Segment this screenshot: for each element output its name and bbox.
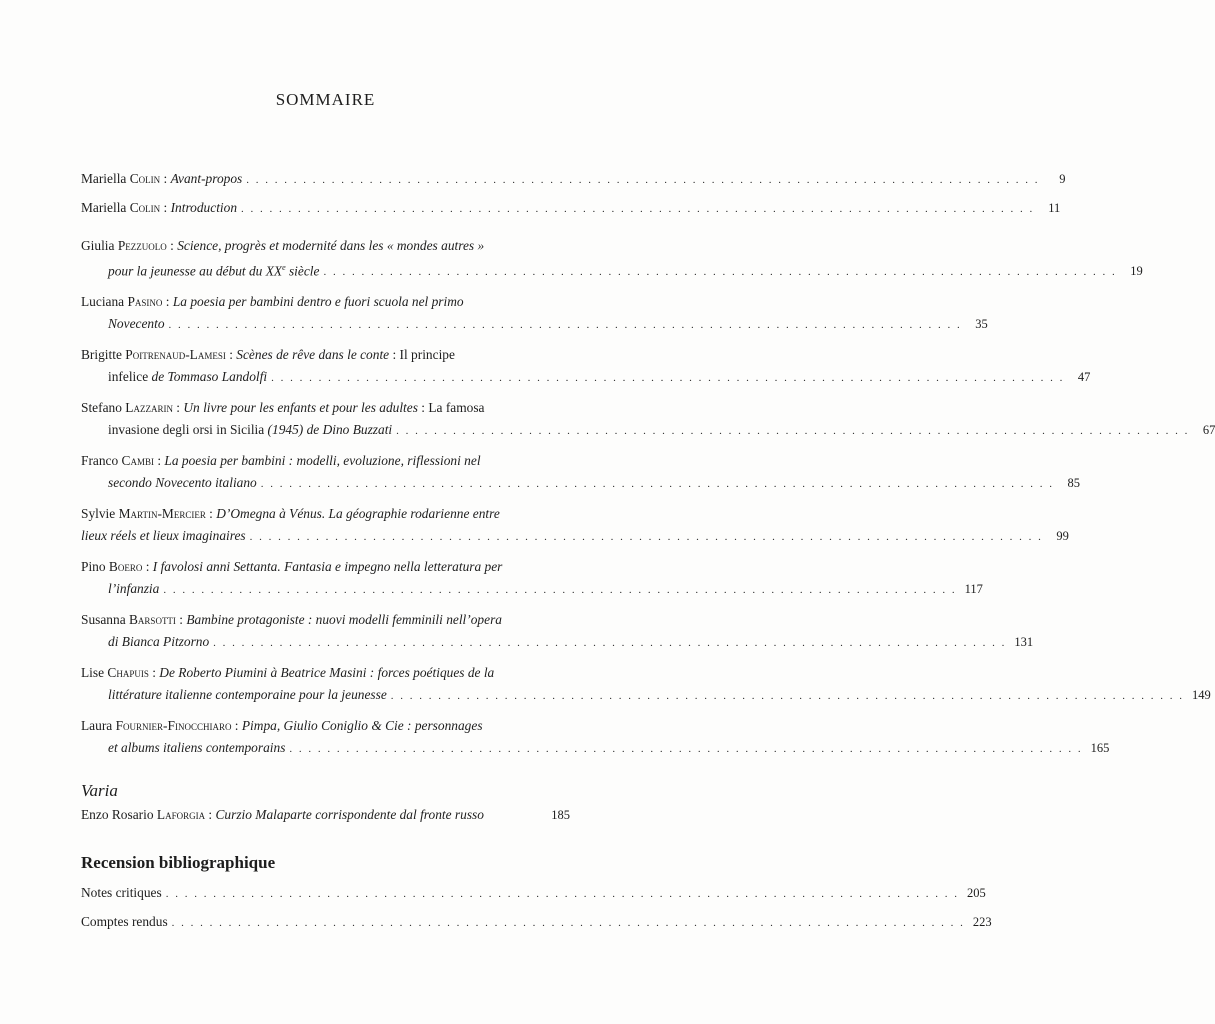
page-number: 165 <box>1090 741 1110 756</box>
article-title-line1: D’Omegna à Vénus. La géographie rodarienne entre <box>216 506 500 522</box>
page-number: 185 <box>551 808 570 823</box>
article-title-line1: La poesia per bambini dentro e fuori scuola nel primo <box>172 294 464 310</box>
author-first-name: Stefano <box>81 400 122 416</box>
dot-leader: . . . . . . . . . . . . . . . . . . . . . . . . . . . . . . . . . . . . . . . . . . . . . . . . . . . . . . . . . . . . . . . . . . . . . . . . . . . . . . . . . . . . <box>396 425 1190 438</box>
dot-leader: . . . . . . . . . . . . . . . . . . . . . . . . . . . . . . . . . . . . . . . . . . . . . . . . . . . . . . . . . . . . . . . . . . . . . . . . . . . . . . . . . . . . <box>241 203 1035 215</box>
page-number: 85 <box>1067 476 1080 491</box>
toc-entry[interactable]: Luciana Pasino : La poesia per bambini dentro e fuori scuola nel primo Novecento . . . . . . . . . . . . . . . . . . . . . . . . . . . . . . . . . . . . . . . . . . . . . . . . . . . . . . . . . . . . . . . . . . . . . . . . . . . . . . . . . . . . 35 <box>81 291 570 336</box>
toc-entry[interactable]: Mariella Colin : Introduction . . . . . . . . . . . . . . . . . . . . . . . . . . . . . . . . . . . . . . . . . . . . . . . . . . . . . . . . . . . . . . . . . . . . . . . . . . . . . . . . . . . . 11 <box>81 197 570 220</box>
recension-heading: Recension bibliographique <box>81 853 276 873</box>
article-title-line1: De Roberto Piumini à Beatrice Masini : forces poétiques de la <box>159 665 495 681</box>
author-last-name: Fournier-Finocchiaro <box>115 718 232 734</box>
article-title-line2: (1945) de Dino Buzzati <box>264 422 393 438</box>
author-first-name: Franco <box>81 453 119 469</box>
page-number: 47 <box>1077 370 1091 385</box>
article-title-line2: di Bianca Pitzorno <box>108 634 210 650</box>
dot-leader: . . . . . . . . . . . . . . . . . . . . . . . . . . . . . . . . . . . . . . . . . . . . . . . . . . . . . . . . . . . . . . . . . . . . . . . . . . . . . . . . . . . . <box>249 531 1043 544</box>
page-number: 19 <box>1130 264 1143 279</box>
toc-entry[interactable]: Giulia Pezzuolo : Science, progrès et modernité dans les « mondes autres » pour la jeunesse au début du XXe siècle . . . . . . . . . . . . . . . . . . . . . . . . . . . . . . . . . . . . . . . . . . . . . . . . . . . . . . . . . . . . . . . . . . . . . . . . . . . . . . . . . . . . 19 <box>81 235 570 283</box>
author-last-name: Pasino <box>127 294 163 310</box>
dot-leader: . . . . . . . . . . . . . . . . . . . . . . . . . . . . . . . . . . . . . . . . . . . . . . . . . . . . . . . . . . . . . . . . . . . . . . . . . . . . . . . . . . . . <box>390 690 1185 703</box>
article-title-line1: Bambine protagoniste : nuovi modelli femminili nell’opera <box>186 612 502 628</box>
dot-leader: . . . . . . . . . . . . . . . . . . . . . . . . . . . . . . . . . . . . . . . . . . . . . . . . . . . . . . . . . . . . . . . . . . . . . . . . . . . . . . . . . . . . <box>171 917 965 930</box>
varia-heading: Varia <box>81 781 118 801</box>
article-title-line2: l’infanzia <box>108 581 160 597</box>
article-title-line1: Science, progrès et modernité dans les « mondes autres » <box>177 238 485 253</box>
superscript: e <box>282 263 286 272</box>
author-first-name: Laura <box>81 718 113 734</box>
page-number: 131 <box>1014 635 1034 650</box>
page-number: 149 <box>1192 688 1211 703</box>
article-title-line2: secondo Novecento italiano <box>108 475 257 491</box>
article-title-line2: pour la jeunesse au début du XX <box>108 263 283 279</box>
dot-leader: . . . . . . . . . . . . . . . . . . . . . . . . . . . . . . . . . . . . . . . . . . . . . . . . . . . . . . . . . . . . . . . . . . . . . . . . . . . . . . . . . . . . <box>213 637 1007 650</box>
author-first-name: Brigitte <box>81 347 122 363</box>
author-last-name: Lazzarin <box>125 400 173 416</box>
dot-leader: . . . . . . . . . . . . . . . . . . . . . . . . . . . . . . . . . . . . . . . . . . . . . . . . . . . . . . . . . . . . . . . . . . . . . . . . . . . . . . . . . . . . <box>246 174 1040 186</box>
author-last-name: Martin-Mercier <box>118 506 206 522</box>
page-number: 35 <box>975 317 988 332</box>
section-label: Notes critiques <box>81 885 162 901</box>
author-last-name: Colin <box>129 171 161 186</box>
author-last-name: Boero <box>108 559 143 575</box>
article-title-line1: Un livre pour les enfants et pour les adultes <box>183 400 418 416</box>
author-last-name: Poitrenaud-Lamesi <box>125 347 226 363</box>
dot-leader: . . . . . . . . . . . . . . . . . . . . . . . . . . . . . . . . . . . . . . . . . . . . . . . . . . . . . . . . . . . . . . . . . . . . . . . . . . . . . . . . . . . . <box>163 584 957 597</box>
article-title-line2-end: siècle <box>285 263 320 279</box>
toc-entry[interactable]: Enzo Rosario Laforgia : Curzio Malaparte corrispondente dal fronte russo 185 <box>81 804 570 826</box>
toc-entry[interactable] <box>81 882 986 905</box>
dot-leader: . . . . . . . . . . . . . . . . . . . . . . . . . . . . . . . . . . . . . . . . . . . . . . . . . . . . . . . . . . . . . . . . . . . . . . . . . . . . . . . . . . . . <box>168 319 962 332</box>
author-first-name: Sylvie <box>81 506 116 522</box>
table-of-contents <box>81 168 1215 934</box>
author-first-name: Giulia <box>81 238 115 253</box>
dot-leader: . . . . . . . . . . . . . . . . . . . . . . . . . . . . . . . . . . . . . . . . . . . . . . . . . . . . . . . . . . . . . . . . . . . . . . . . . . . . . . . . . . . . <box>260 478 1054 491</box>
page-number: 223 <box>972 915 992 930</box>
toc-entry[interactable]: Stefano Lazzarin : Un livre pour les enfants et pour les adultes : La famosa invasione degli orsi in Sicilia (1945) de Dino Buzzati . . . . . . . . . . . . . . . . . . . . . . . . . . . . . . . . . . . . . . . . . . . . . . . . . . . . . . . . . . . . . . . . . . . . . . . . . . . . . . . . . . . . 67 <box>81 397 570 442</box>
toc-entry[interactable] <box>81 911 992 934</box>
toc-entry[interactable]: Pino Boero : I favolosi anni Settanta. Fantasia e impegno nella letteratura per l’infanzia . . . . . . . . . . . . . . . . . . . . . . . . . . . . . . . . . . . . . . . . . . . . . . . . . . . . . . . . . . . . . . . . . . . . . . . . . . . . . . . . . . . . 117 <box>81 556 570 601</box>
dot-leader: . . . . . . . . . . . . . . . . . . . . . . . . . . . . . . . . . . . . . . . . . . . . . . . . . . . . . . . . . . . . . . . . . . . . . . . . . . . . . . . . . . . . <box>271 372 1065 385</box>
author-first-name: Enzo Rosario <box>81 807 154 823</box>
article-title-line2: lieux réels et lieux imaginaires <box>81 528 246 544</box>
article-title-line1-roman: Il principe <box>396 347 455 363</box>
toc-entry[interactable]: Brigitte Poitrenaud-Lamesi : Scènes de rêve dans le conte : Il principe infelice de Tommaso Landolfi . . . . . . . . . . . . . . . . . . . . . . . . . . . . . . . . . . . . . . . . . . . . . . . . . . . . . . . . . . . . . . . . . . . . . . . . . . . . . . . . . . . . 47 <box>81 344 570 389</box>
article-title-line2: littérature italienne contemporaine pour la jeunesse <box>108 687 387 703</box>
author-last-name: Cambi <box>121 453 154 469</box>
article-title-line2: Novecento <box>108 316 165 332</box>
author-first-name: Pino <box>81 559 106 575</box>
author-last-name: Barsotti <box>129 612 176 628</box>
page-title: SOMMAIRE <box>275 90 376 109</box>
article-title-line1: La poesia per bambini : modelli, evoluzione, riflessioni nel <box>164 453 481 469</box>
author-first-name: Mariella <box>81 171 127 186</box>
author-last-name: Pezzuolo <box>117 238 167 253</box>
toc-entry[interactable]: Lise Chapuis : De Roberto Piumini à Beatrice Masini : forces poétiques de la littérature italienne contemporaine pour la jeunesse . . . . . . . . . . . . . . . . . . . . . . . . . . . . . . . . . . . . . . . . . . . . . . . . . . . . . . . . . . . . . . . . . . . . . . . . . . . . . . . . . . . . 149 <box>81 662 570 707</box>
article-title-line1: Pimpa, Giulio Coniglio & Cie : personnages <box>241 718 483 734</box>
toc-entry[interactable]: Sylvie Martin-Mercier : D’Omegna à Vénus. La géographie rodarienne entre lieux réels et lieux imaginaires . . . . . . . . . . . . . . . . . . . . . . . . . . . . . . . . . . . . . . . . . . . . . . . . . . . . . . . . . . . . . . . . . . . . . . . . . . . . . . . . . . . . 99 <box>81 503 570 548</box>
article-title-line1: I favolosi anni Settanta. Fantasia e impegno nella letteratura per <box>152 559 503 575</box>
author-last-name: Laforgia <box>156 807 206 823</box>
author-first-name: Susanna <box>81 612 126 628</box>
article-title: Curzio Malaparte corrispondente dal fronte russo <box>215 807 484 823</box>
page-number: 99 <box>1056 529 1069 544</box>
article-title-line2-roman: invasione degli orsi in Sicilia <box>108 422 265 438</box>
toc-entry[interactable]: Mariella Colin : Avant-propos . . . . . . . . . . . . . . . . . . . . . . . . . . . . . . . . . . . . . . . . . . . . . . . . . . . . . . . . . . . . . . . . . . . . . . . . . . . . . . . . . . . . 9 <box>81 168 570 191</box>
page-number: 205 <box>966 886 986 901</box>
article-title-line2: et albums italiens contemporains <box>108 740 286 756</box>
dot-leader: . . . . . . . . . . . . . . . . . . . . . . . . . . . . . . . . . . . . . . . . . . . . . . . . . . . . . . . . . . . . . . . . . . . . . . . . . . . . . . . . . . . . <box>323 266 1117 279</box>
article-title-line2-roman: infelice <box>108 369 149 385</box>
article-title-line2: de Tommaso Landolfi <box>148 369 268 385</box>
dot-leader: . . . . . . . . . . . . . . . . . . . . . . . . . . . . . . . . . . . . . . . . . . . . . . . . . . . . . . . . . . . . . . . . . . . . . . . . . . . . . . . . . . . . <box>289 743 1083 756</box>
page-number: 9 <box>1059 172 1066 186</box>
dot-leader: . . . . . . . . . . . . . . . . . . . . . . . . . . . . . . . . . . . . . . . . . . . . . . . . . . . . . . . . . . . . . . . . . . . . . . . . . . . . . . . . . . . . <box>165 888 959 901</box>
article-title-line1: Scènes de rêve dans le conte <box>236 347 390 363</box>
article-title-line1-roman: La famosa <box>425 400 485 416</box>
article-title: Introduction <box>170 200 238 215</box>
author-first-name: Luciana <box>81 294 125 310</box>
page-number: 117 <box>964 582 983 597</box>
toc-entry[interactable]: Susanna Barsotti : Bambine protagoniste : nuovi modelli femminili nell’opera di Bianca Pitzorno . . . . . . . . . . . . . . . . . . . . . . . . . . . . . . . . . . . . . . . . . . . . . . . . . . . . . . . . . . . . . . . . . . . . . . . . . . . . . . . . . . . . 131 <box>81 609 570 654</box>
author-last-name: Chapuis <box>107 665 149 681</box>
toc-entry[interactable]: Franco Cambi : La poesia per bambini : modelli, evoluzione, riflessioni nel secondo Novecento italiano . . . . . . . . . . . . . . . . . . . . . . . . . . . . . . . . . . . . . . . . . . . . . . . . . . . . . . . . . . . . . . . . . . . . . . . . . . . . . . . . . . . . 85 <box>81 450 570 495</box>
author-last-name: Colin <box>129 200 161 215</box>
article-title: Avant-propos <box>170 171 243 186</box>
author-first-name: Lise <box>81 665 105 681</box>
page-number: 67 <box>1202 423 1215 438</box>
author-first-name: Mariella <box>81 200 127 215</box>
toc-entry[interactable]: Laura Fournier-Finocchiaro : Pimpa, Giulio Coniglio & Cie : personnages et albums italiens contemporains . . . . . . . . . . . . . . . . . . . . . . . . . . . . . . . . . . . . . . . . . . . . . . . . . . . . . . . . . . . . . . . . . . . . . . . . . . . . . . . . . . . . 165 <box>81 715 570 760</box>
section-label: Comptes rendus <box>81 914 168 930</box>
page-number: 11 <box>1048 201 1061 215</box>
